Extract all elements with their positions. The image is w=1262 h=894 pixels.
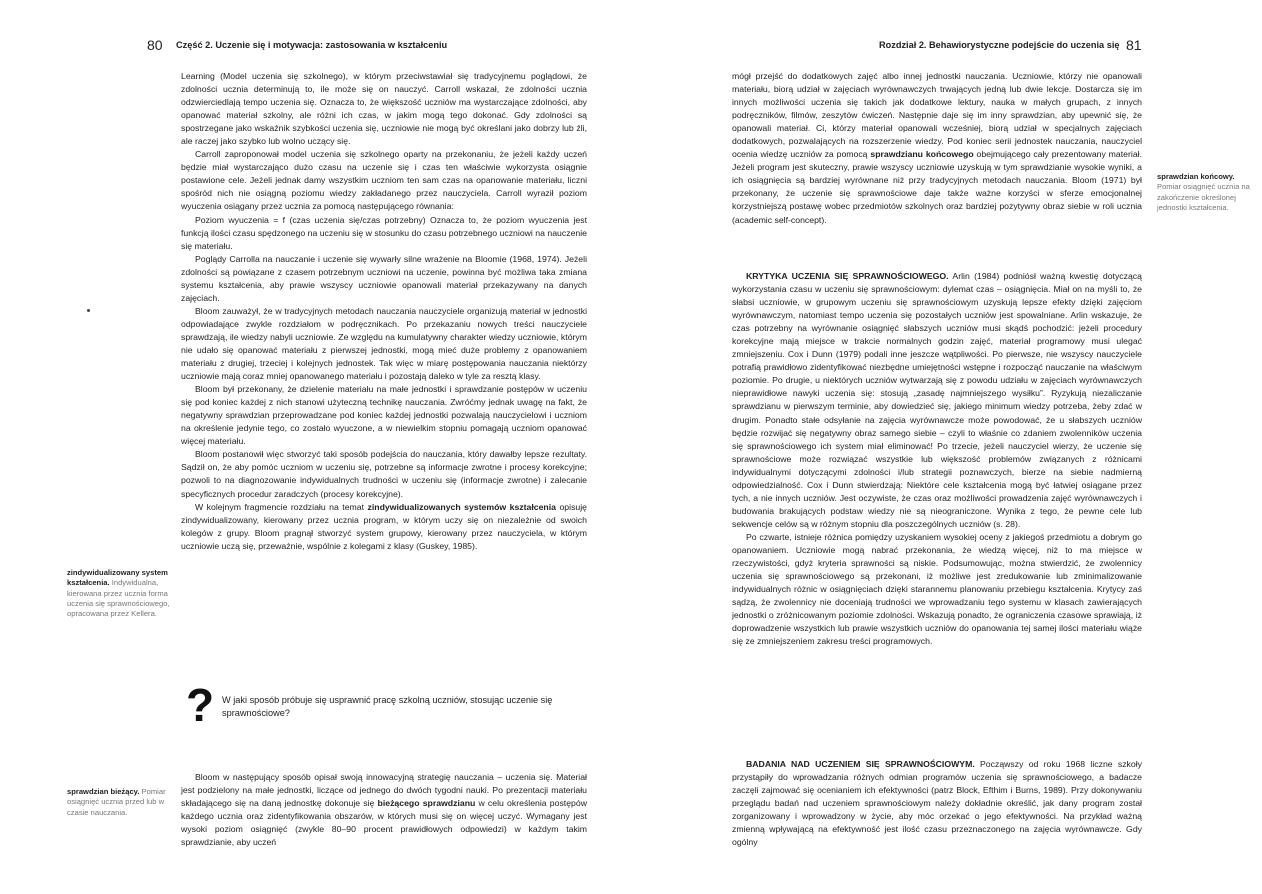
paragraph: Learning (Model uczenia się szkolnego), w którym przeciwstawiał się tradycyjnemu poglądowi, że zdolności ucznia determinują to, ile może się on nauczyć. Carroll wskazał, że zdolności ucznia odzwierciedlają tempo uczenia się. Oznacza to, że większość uczniów ma wystarczające zdolności, aby opanować materiał szkolny, ale różni ich czas, w jakim mogą tego dokonać. Gdy zdolności są spostrzegane jako wskaźnik szybkości uczenia się, uczniowie nie mogą być określani jako dobrzy lub źli, ale raczej jako szybko lub wolno uczący się. [181,71,587,147]
paragraph: Po czwarte, istnieje różnica pomiędzy uzyskaniem wysokiej oceny z jakiegoś przedmiotu a dobrym go opanowaniem. Uczniowie mogą nabrać przekonania, że wiedzą więcej, niż to ma miejsce w rzeczywistości, gdyż kryteria sprawności są niskie. Podsumowując, można stwierdzić, że zwolennicy uczenia się sprawnościowego są przekonani, iż możliwe jest zredukowanie lub zminimalizowanie indywidualnych różnic w osiągnięciach dzięki starannemu planowaniu przebiegu kształcenia. Krytycy zaś sądzą, że zwolennicy nie doceniają trudności we wprowadzaniu tego systemu w klasach zawierających jednostki o zróżnicowanym poziomie zdolności. Wskazują ponadto, że ograniczenia czasowe sprawiają, iż doprowadzenie wszystkich lub prawie wszystkich uczniów do opanowania tej samej ilości materiału wiąże się ze zmniejszeniem zakresu treści programowych. [732,531,1142,647]
margin-definition-summative-test: sprawdzian końcowy. Pomiar osiągnięć ucznia na zakończenie określonej jednostki kształcenia. [1157,172,1250,212]
paragraph: Carroll zaproponował model uczenia się szkolnego oparty na przekonaniu, że jeżeli każdy uczeń będzie miał wystarczająco dużo czasu na uczenie się i czas ten właściwie wykorzysta osiągnie postawione cele. Jeżeli jednak damy wszystkim uczniom ten sam czas na opanowanie materiału, liczni spośród nich nie osiągną poziomu wiedzy zakładanego przez nauczyciela. Carroll wyraził poziom wyuczenia osiągany przez ucznia za pomocą następującego równania: [181,149,587,212]
paragraph: W kolejnym fragmencie rozdziału na temat zindywidualizowanych systemów kształcenia opisuję zindywidualizowany, kierowany przez ucznia program, w którym uczy się on niezależnie od swoich kolegów z grupy. Bloom pragnął stworzyć system grupowy, kierowany przez nauczyciela, w którym uczniowie uczą się, przeważnie, wspólnie z kolegami z klasy (Guskey, 1985). [181,501,588,551]
key-term: sprawdzianu końcowego [870,149,974,160]
paragraph: mógł przejść do dodatkowych zajęć albo innej jednostki nauczania. Uczniowie, którzy nie opanowali materiału, biorą udział w zajęciach wyrównawczych trwających jedną lub dwie lekcje. Dostarcza się im innych możliwości uczenia się takich jak dodatkowe lektury, nauka w małych grupach, z innych podręczników, filmów, zeszytów ćwiczeń. Następnie daje się im inny sprawdzian, aby upewnić się, że opanowali materiał. Ci, którzy materiał opanowali wcześniej, biorą udział w specjalnych zajęciach dodatkowych, pozwalających na rozszerzenie wiedzy. Pod koniec serii jednostek nauczania, nauczyciel ocenia wiedzę uczniów za pomocą sprawdzianu końcowego obejmującego cały prezentowany materiał. Jeżeli program jest skuteczny, prawie wszyscy uczniowie uzyskują w tym sprawdzianie wysokie wyniki, a ich osiągnięcia są bardziej wyrównane niż przy tradycyjnych metodach nauczania. Bloom (1971) był przekonany, że uczenie się sprawnościowe daje także ważne korzyści w sferze emocjonalnej korzystniejszą postawę wobec przedmiotów szkolnych oraz bardziej pozytywny obraz siebie w roli ucznia (academic self-concept). [732,71,1142,225]
running-head-left: Część 2. Uczenie się i motywacja: zastosowania w kształceniu [176,40,448,50]
paragraph: Bloom był przekonany, że dzielenie materiału na małe jednostki i sprawdzanie postępów w uczeniu się pod koniec każdej z nich stanowi użyteczną technikę nauczania. Zwróćmy jednak uwagę na fakt, że negatywny sprawdzian przeprowadzane pod koniec każdej jednostki pozwalają nauczycielowi i uczniom na określenie jedynie tego, co zostało wyuczone, a w niewielkim stopniu pomagają uczniom opanować więcej materiału. [181,384,587,447]
margin-dot [87,309,90,312]
right-body-text-research [732,758,1142,849]
section-heading: BADANIA NAD UCZENIEM SIĘ SPRAWNOŚCIOWYM. [746,759,975,769]
left-body-text [181,70,587,553]
paragraph: Poglądy Carrolla na nauczanie i uczenie się wywarły silne wrażenie na Bloomie (1968, 1974). Jeżeli zdolności są powiązane z czasem potrzebnym uczniowi na uczenie, powinna być możliwa taka zmiana systemu kształcenia, aby prawie wszyscy uczniowie opanowali materiał przekazywany na danych zajęciach. [181,253,587,303]
paragraph: Bloom postanowił więc stworzyć taki sposób podejścia do nauczania, który dawałby lepsze rezultaty. Sądził on, że aby pomóc uczniom w uczeniu się, potrzebne są informacje zwrotne i procesy korekcyjne; pozwoli to na diagnozowanie indywidualnych trudności w uczeniu się (informacje zwrotne) i zalecanie specyficznych procedur zaradczych (procesy korekcyjne). [181,449,587,499]
margin-term: zindywidualizowany system kształcenia. [67,568,168,588]
margin-term: sprawdzian bieżący. [67,787,140,796]
question-text: W jaki sposób próbuje się usprawnić pracę szkolną uczniów, stosując uczenie się sprawnościowe? [222,695,553,718]
margin-term: sprawdzian końcowy. [1157,172,1235,181]
margin-definition-formative-test: sprawdzian bieżący. Pomiar osiągnięć ucznia przed lub w czasie nauczania. [67,787,166,817]
right-body-text [732,70,1142,227]
question-mark-icon: ? [186,679,215,731]
running-head-right: Rozdział 2. Behawiorystyczne podejście do uczenia się [879,40,1120,50]
paragraph: Poziom wyuczenia = f (czas uczenia się/czas potrzebny) Oznacza to, że poziom wyuczenia jest funkcją ilości czasu spędzonego na uczeniu się w stosunku do czasu potrzebnego uczniowi na nauczenie się materiału. [181,214,587,251]
left-body-text-lower [181,771,587,849]
page-number-left: 80 [147,37,163,53]
paragraph: KRYTYKA UCZENIA SIĘ SPRAWNOŚCIOWEGO. Arlin (1984) podniósł ważną kwestię dotyczącą wykorzystania czasu w uczeniu się sprawnościowym: dylemat czas – osiągnięcia. Miał on na myśli to, że słabsi uczniowie, w grupowym uczeniu się sprawnościowym uzyskują lepsze efekty dzięki zajęciom wyrównawczym, natomiast tempo uczenia się pozostałych uczniów jest spowalniane. Arlin wskazuje, że czas potrzebny na wyrównanie osiągnięć słabszych uczniów musi skądś pochodzić: jeżeli procedury korekcyjne mają miejsce w trakcie normalnych godzin zajęć, materiał programowy musi ulegać zmniejszeniu. Cox i Dunn (1979) podali inne jeszcze wątpliwości. Po pierwsze, nie wszyscy nauczyciele potrafią prawidłowo zidentyfikować niezbędne umiejętności wstępne i rozpocząć nauczanie na właściwym poziomie. Po drugie, u niektórych uczniów wytwarzają się z powodu udziału w zajęciach wyrównawczych nieprawidłowe nawyki uczenia się: stosują „zasadę najmniejszego wysiłku”. Ryzykują niezaliczanie sprawdzianu w pierwszym terminie, aby dowiedzieć się, jakiego minimum wiedzy potrzeba, żeby zdać w drugim. Ponadto stałe odsyłanie na zajęcia wyrównawcze może powodować, że u słabszych uczniów będzie rozwijać się negatywny obraz samego siebie – czyli to właśnie co zdaniem zwolenników uczenia się sprawnościowego ich system miał eliminować! Po trzecie, jeżeli nauczyciel wierzy, że uczenie się sprawnościowe może rozwiązać wszystkie lub większość problemów związanych z różnicami indywidualnymi dotyczącymi zdolności i/lub strategii poznawczych, bierze na siebie nadmierną odpowiedzialność. Cox i Dunn stwierdzają: Niektóre cele kształcenia mogą być łatwiej osiągane przez tych, a nie innych uczniów. Jest oczywiste, że czas oraz możliwości prowadzenia zajęć wyrównawczych i budowania brakujących podstaw wiedzy nie są nieograniczone. Wynika z tego, że pewne cele lub sekwencje celów są w różnym stopniu dla poszczególnych uczniów (s. 28). [732,271,1142,529]
key-term: zindywidualizowanych systemów kształcenia [367,501,556,512]
paragraph: Bloom w następujący sposób opisał swoją innowacyjną strategię nauczania – uczenia się. Materiał jest podzielony na małe jednostki, liczące od jednego do dwóch tygodni nauki. Po prezentacji materiału składającego się na daną jednostkę dokonuje się bieżącego sprawdzianu w celu określenia postępów każdego ucznia oraz zidentyfikowania obszarów, w których musi się on więcej uczyć. Wymagany jest wysoki poziom osiągnięć (zwykle 80–90 procent prawidłowych odpowiedzi) w każdym takim sprawdzianie, aby uczeń [181,772,587,848]
key-term: bieżącego sprawdzianu [377,798,476,809]
section-heading: KRYTYKA UCZENIA SIĘ SPRAWNOŚCIOWEGO. [746,271,949,281]
right-body-text-critique [732,270,1142,648]
question-box [186,680,586,740]
page-number-right: 81 [1126,37,1142,53]
right-page [631,0,1262,894]
paragraph: BADANIA NAD UCZENIEM SIĘ SPRAWNOŚCIOWYM. Począwszy od roku 1968 liczne szkoły przystąpiły do wprowadzania różnych odmian programów uczenia się sprawnościowego, a badacze zaczęli zajmować się ocenianiem ich efektywności (patrz Block, Efthim i Burns, 1989). Przy dokonywaniu przeglądu badań nad uczeniem sprawnościowym należy dokładnie określić, jak dany program został zorganizowany i wprowadzony w życie, aby móc orzekać o jego efektywności. Na przykład ważną zmienną wpływającą na efektywność jest ilość czasu przeznaczonego na zajęcia wyrównawcze. Gdy ogólny [732,759,1143,848]
paragraph: Bloom zauważył, że w tradycyjnych metodach nauczania nauczyciele organizują materiał w jednostki odpowiadające zwykle rozdziałom w podręcznikach. Po przekazaniu nowych treści nauczyciele sprawdzają, ile wiedzy nabyli uczniowie. Ze względu na kumulatywny charakter wiedzy uczniowie, którym nie udało się opanować materiału z pierwszej jednostki, mogą mieć duże problemy z opanowaniem materiału z drugiej, trzeciej i kolejnych jednostek. Tak więc w miarę postępowania nauczania niektórzy uczniowie mają coraz mniej opanowanego materiału i pozostają daleko w tyle za resztą klasy. [181,305,587,382]
margin-definition-individualized-system: zindywidualizowany system kształcenia. Indywidualna, kierowana przez ucznia forma uczenia się sprawnościowego, opracowana przez Kellera. [67,568,170,619]
